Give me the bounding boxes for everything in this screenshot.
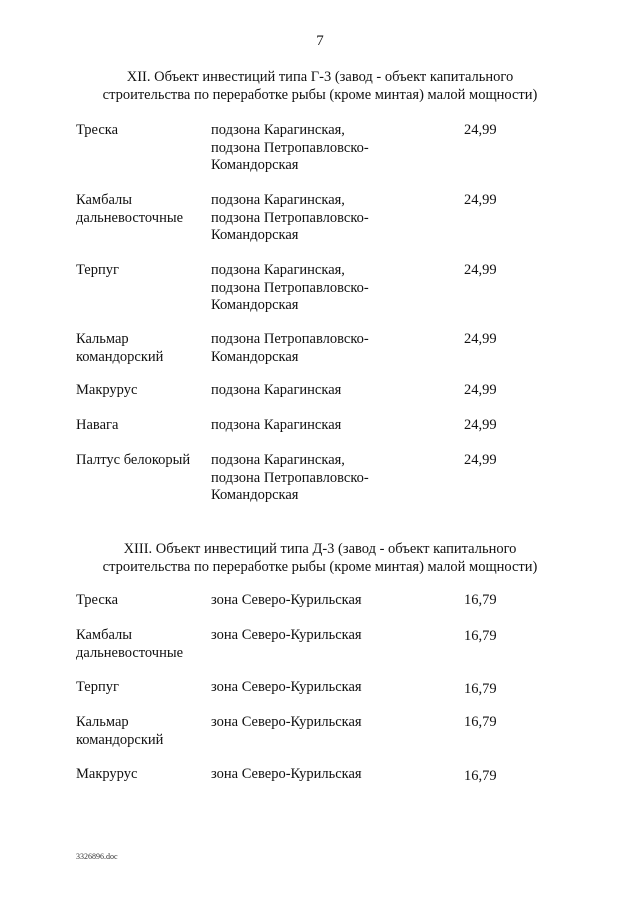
species-name: дальневосточные xyxy=(76,209,184,226)
value-cell: 16,79 xyxy=(464,681,497,697)
species-name: Треска xyxy=(76,122,119,138)
zone-line: подзона Карагинская, xyxy=(211,452,345,468)
species-cell xyxy=(76,331,206,366)
section-heading-line: XII. Объект инвестиций типа Г-3 (завод - объект капитального xyxy=(126,69,514,85)
zone-line: Командорская xyxy=(211,297,299,313)
species-name: командорский xyxy=(76,348,164,365)
zone-line: подзона Карагинская xyxy=(211,417,342,433)
species-name: Палтус белокорый xyxy=(76,452,191,468)
zone-cell xyxy=(211,262,441,315)
document-code: 3326896.doc xyxy=(76,852,118,861)
value-cell: 24,99 xyxy=(464,122,497,138)
section-heading-line: XIII. Объект инвестиций типа Д-3 (завод - объект капитального xyxy=(123,541,517,557)
zone-line: Командорская xyxy=(211,487,299,503)
species-name: Терпуг xyxy=(76,262,119,278)
zone-line: зона Северо-Курильская xyxy=(211,679,362,695)
zone-cell xyxy=(211,766,441,784)
zone-cell xyxy=(211,122,441,175)
section-heading-line: строительства по переработке рыбы (кроме минтая) малой мощности) xyxy=(102,559,538,575)
value-cell: 24,99 xyxy=(464,262,497,278)
section-heading-xii xyxy=(60,68,580,104)
zone-line: подзона Петропавловско- xyxy=(211,139,369,156)
species-name: Терпуг xyxy=(76,679,119,695)
zone-line: зона Северо-Курильская xyxy=(211,766,362,782)
zone-line: подзона Петропавловско- xyxy=(211,209,369,226)
zone-line: зона Северо-Курильская xyxy=(211,592,362,608)
zone-cell xyxy=(211,714,441,732)
zone-line: подзона Карагинская, xyxy=(211,262,345,278)
zone-line: Командорская xyxy=(211,348,299,365)
zone-line: подзона Карагинская xyxy=(211,382,342,398)
species-cell xyxy=(76,627,206,662)
species-cell xyxy=(76,592,206,610)
section-heading-xiii xyxy=(60,540,580,576)
value-cell: 16,79 xyxy=(464,714,497,730)
species-name: Камбалы xyxy=(76,627,133,643)
value-cell: 24,99 xyxy=(464,192,497,208)
zone-line: Командорская xyxy=(211,227,299,243)
zone-line: зона Северо-Курильская xyxy=(211,714,362,730)
species-cell xyxy=(76,382,206,400)
zone-line: подзона Карагинская, xyxy=(211,122,345,138)
species-cell xyxy=(76,262,206,280)
species-cell xyxy=(76,452,206,470)
species-name: дальневосточные xyxy=(76,644,184,661)
species-name: Кальмар xyxy=(76,331,129,347)
value-cell: 24,99 xyxy=(464,331,497,347)
species-cell xyxy=(76,766,206,784)
zone-line: подзона Петропавловско- xyxy=(211,331,369,347)
species-cell xyxy=(76,417,206,435)
value-cell: 16,79 xyxy=(464,592,497,608)
zone-line: Командорская xyxy=(211,157,299,173)
value-cell: 24,99 xyxy=(464,452,497,468)
species-cell xyxy=(76,192,206,227)
zone-cell xyxy=(211,592,441,610)
species-name: Треска xyxy=(76,592,119,608)
page-number: 7 xyxy=(316,33,324,49)
species-name: Макрурус xyxy=(76,766,138,782)
value-cell: 24,99 xyxy=(464,382,497,398)
zone-cell xyxy=(211,679,441,697)
section-heading-line: строительства по переработке рыбы (кроме минтая) малой мощности) xyxy=(102,87,538,103)
zone-line: подзона Карагинская, xyxy=(211,192,345,208)
zone-line: зона Северо-Курильская xyxy=(211,627,362,643)
zone-cell xyxy=(211,382,441,400)
value-cell: 16,79 xyxy=(464,628,497,644)
zone-cell xyxy=(211,417,441,435)
value-cell: 24,99 xyxy=(464,417,497,433)
species-cell xyxy=(76,679,206,697)
zone-cell xyxy=(211,452,441,505)
value-cell: 16,79 xyxy=(464,768,497,784)
species-name: Навага xyxy=(76,417,119,433)
species-cell xyxy=(76,122,206,140)
zone-cell xyxy=(211,331,441,366)
species-name: Кальмар xyxy=(76,714,129,730)
species-name: командорский xyxy=(76,731,164,748)
species-cell xyxy=(76,714,206,749)
zone-cell xyxy=(211,192,441,245)
species-name: Камбалы xyxy=(76,192,133,208)
species-name: Макрурус xyxy=(76,382,138,398)
zone-cell xyxy=(211,627,441,645)
zone-line: подзона Петропавловско- xyxy=(211,469,369,486)
zone-line: подзона Петропавловско- xyxy=(211,279,369,296)
